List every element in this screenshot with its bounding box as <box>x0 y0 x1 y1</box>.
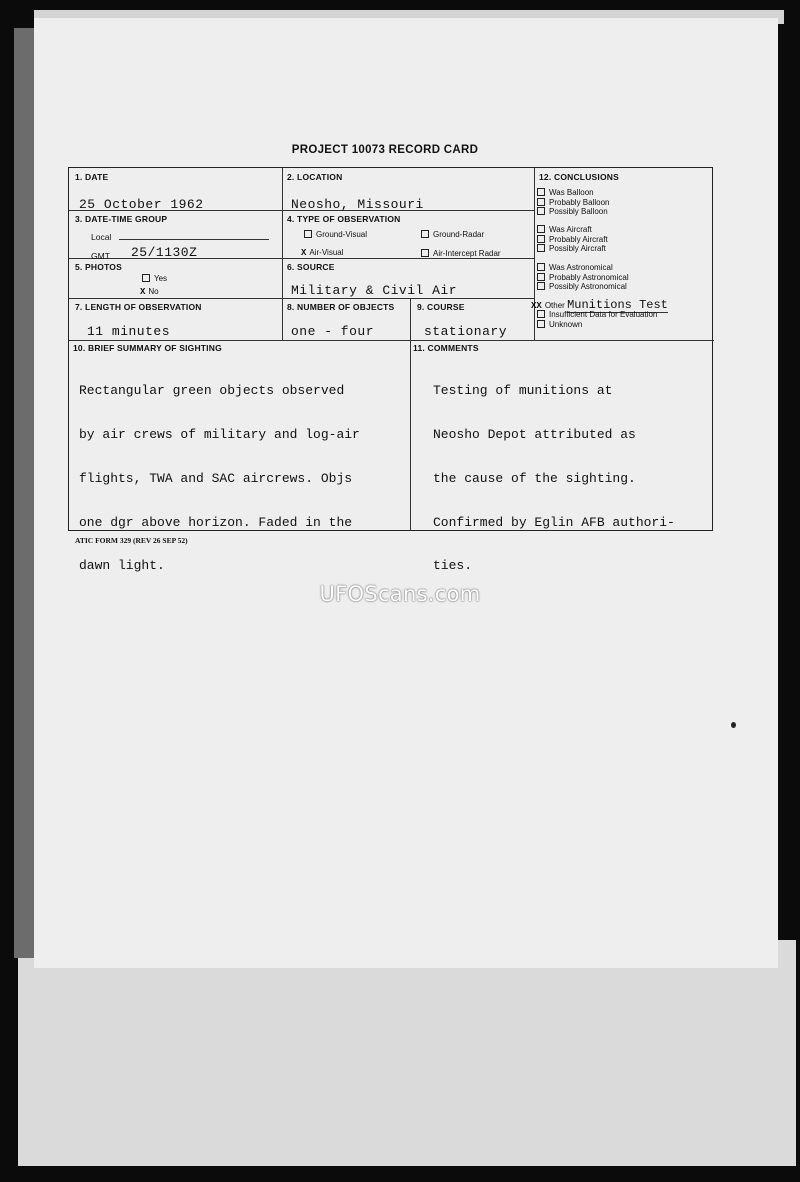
obs-air-visual: X Air-Visual <box>301 248 344 258</box>
local-underline <box>119 239 269 240</box>
obs-ground-radar: Ground-Radar <box>421 230 484 239</box>
comments-label: 11. COMMENTS <box>413 343 479 353</box>
source-label: 6. SOURCE <box>287 262 335 272</box>
checkbox-other-checked: XX <box>531 301 542 311</box>
course-label: 9. COURSE <box>417 302 465 312</box>
dtg-label: 3. DATE-TIME GROUP <box>75 214 168 224</box>
watermark: UFOScans.com <box>319 582 481 606</box>
photos-label: 5. PHOTOS <box>75 262 122 272</box>
date-value: 25 October 1962 <box>79 197 204 212</box>
length-label: 7. LENGTH OF OBSERVATION <box>75 302 202 312</box>
photos-yes: Yes <box>142 274 167 283</box>
checkbox-air-visual-checked: X <box>301 248 307 258</box>
location-value: Neosho, Missouri <box>291 197 424 212</box>
conclusions-aircraft-group: Was Aircraft Probably Aircraft Possibly Aircraft <box>537 225 608 254</box>
num-objects-label: 8. NUMBER OF OBJECTS <box>287 302 395 312</box>
other-value: Munitions Test <box>567 298 668 312</box>
checkbox-ground-visual <box>304 230 312 238</box>
comments-text: Testing of munitions at Neosho Depot attributed as the cause of the sighting. Confirmed by Eglin AFB authori- ties. <box>433 383 675 574</box>
length-value: 11 minutes <box>87 324 171 339</box>
obs-air-intercept-radar: Air-Intercept Radar <box>421 249 501 258</box>
conclusions-astronomical-group: Was Astronomical Probably Astronomical Possibly Astronomical <box>537 263 629 292</box>
num-objects-value: one - four <box>291 324 375 339</box>
gmt-value: 25/1130Z <box>131 245 198 260</box>
conclusions-extra: Insufficient Data for Evaluation Unknown <box>537 310 657 329</box>
checkbox-photos-no-checked: X <box>140 287 146 297</box>
obs-type-label: 4. TYPE OF OBSERVATION <box>287 214 401 224</box>
checkbox-air-intercept-radar <box>421 249 429 257</box>
scan-speck <box>731 722 736 728</box>
source-value: Military & Civil Air <box>291 283 458 298</box>
conclusions-label: 12. CONCLUSIONS <box>539 172 619 182</box>
gmt-label: GMT <box>91 251 110 261</box>
photos-no: X No <box>140 287 159 297</box>
course-value: stationary <box>424 324 508 339</box>
date-label: 1. DATE <box>75 172 109 182</box>
form-id: ATIC FORM 329 (REV 26 SEP 52) <box>75 536 188 545</box>
card-title: PROJECT 10073 RECORD CARD <box>291 144 479 156</box>
summary-label: 10. BRIEF SUMMARY OF SIGHTING <box>73 343 222 353</box>
conclusions-balloon-group: Was Balloon Probably Balloon Possibly Balloon <box>537 188 609 217</box>
scan-backing <box>18 940 796 1166</box>
local-label: Local <box>91 232 112 242</box>
location-label: 2. LOCATION <box>287 172 343 182</box>
checkbox-ground-radar <box>421 230 429 238</box>
conclusions-other: XX Other Munitions Test <box>531 298 668 312</box>
obs-ground-visual: Ground-Visual <box>304 230 367 239</box>
scan-shadow-strip <box>14 28 36 958</box>
summary-text: Rectangular green objects observed by air crews of military and log-air flights, TWA and SAC aircrews. Objs one dgr above horizon. Faded in the dawn light. <box>79 383 360 574</box>
checkbox-photos-yes <box>142 274 150 282</box>
